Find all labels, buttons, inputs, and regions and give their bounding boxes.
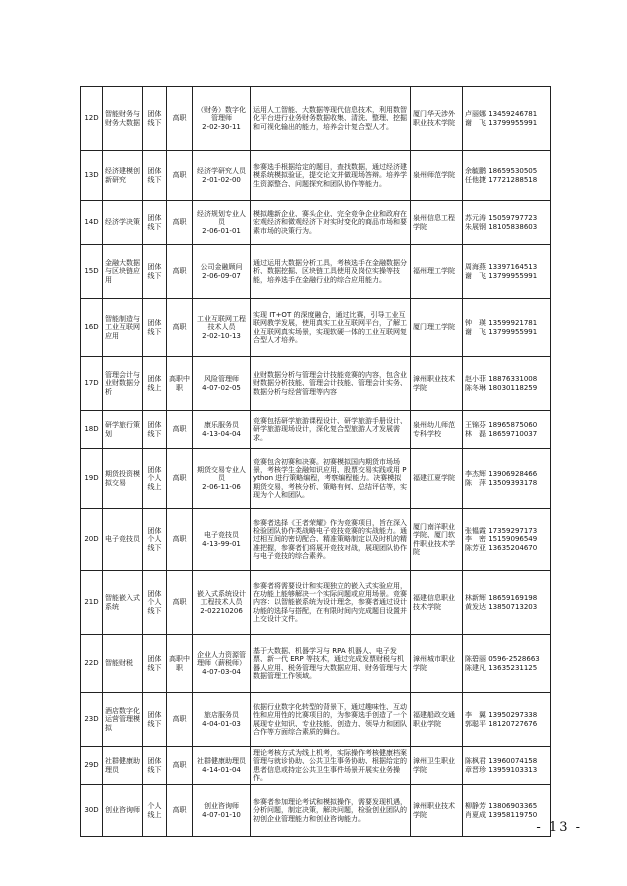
table-row (81, 201, 551, 245)
row-contact: 李杰辉 13906928466 陈 萍 13509393178 (463, 449, 551, 509)
row-job: 期货交易专业人员 2-06-11-06 (193, 449, 251, 509)
row-project-name: 电子竞技员 (103, 509, 143, 571)
row-contact: 赵小菲 18876331008 陈冬琳 18030118259 (463, 357, 551, 411)
row-project-name: 研学旅行策划 (103, 411, 143, 449)
row-organizer: 厦门南洋职业学院、厦门软件职业技术学院 (411, 509, 463, 571)
row-id: 22D (81, 635, 103, 693)
table-row (81, 411, 551, 449)
row-description: 竞赛包括研学旅游课程设计、研学旅游手册设计、研学旅游现场设计，深化复合型旅游人才发展需求。 (251, 411, 411, 449)
table-row (81, 785, 551, 837)
row-level: 高职 (167, 201, 193, 245)
row-description: 理论考核方式为线上机考，实际操作考核健康档案管理与就诊协助、公共卫生事务协助、根据给定的患者信息或持定公共卫生事件场景开展实业务操作。 (251, 747, 411, 785)
row-organizer: 福建信息职业技术学院 (411, 571, 463, 635)
row-id: 17D (81, 357, 103, 411)
row-job: 经济规划专业人员 2-06-01-01 (193, 201, 251, 245)
row-description: 运用人工智能、大数据等现代信息技术，利用数智化平台进行业务财务数据收集、清洗、整理、挖掘和可视化输出的能力，培养会计复合型人才。 (251, 87, 411, 151)
row-id: 13D (81, 151, 103, 201)
table-body (81, 87, 551, 837)
row-id: 19D (81, 449, 103, 509)
row-id: 12D (81, 87, 103, 151)
row-mode: 团体个人线下 (143, 509, 167, 571)
row-id: 18D (81, 411, 103, 449)
row-id: 16D (81, 299, 103, 357)
row-organizer: 福建船政交通职业学院 (411, 693, 463, 747)
row-id: 20D (81, 509, 103, 571)
row-contact: 周海燕 13397164513 谢 飞 13799955991 (463, 245, 551, 299)
table-row (81, 571, 551, 635)
row-job: 风险管理师 4-07-02-05 (193, 357, 251, 411)
row-id: 30D (81, 785, 103, 837)
row-id: 14D (81, 201, 103, 245)
row-organizer: 漳州职业技术学院 (411, 785, 463, 837)
row-job: 创业咨询师 4-07-01-10 (193, 785, 251, 837)
row-level: 高职 (167, 245, 193, 299)
row-level: 高职 (167, 299, 193, 357)
row-job: 企业人力资源管理师（薪税师） 4-07-03-04 (193, 635, 251, 693)
row-mode: 个人线上 (143, 785, 167, 837)
row-mode: 团体线上 (143, 357, 167, 411)
row-level: 高职 (167, 747, 193, 785)
row-organizer: 福州理工学院 (411, 245, 463, 299)
row-level: 高职中职 (167, 357, 193, 411)
table-row (81, 747, 551, 785)
row-level: 高职 (167, 785, 193, 837)
row-project-name: 创业咨询师 (103, 785, 143, 837)
row-mode: 团体线下 (143, 201, 167, 245)
row-project-name: 经济建模创新研究 (103, 151, 143, 201)
row-description: 依据行业数字化转型的背景下，通过趣味性、互动性和应用性的比赛项目的，为参赛选手创造了一个展现专业知识、专业技能、创造力、领导力和团队合作等方面综合素质的舞台。 (251, 693, 411, 747)
row-level: 高职中职 (167, 635, 193, 693)
row-project-name: 智能嵌入式系统 (103, 571, 143, 635)
row-contact: 林新辉 18659169198 黄发达 13850713203 (463, 571, 551, 635)
row-level: 高职 (167, 571, 193, 635)
row-job: 康乐服务员 4-13-04-04 (193, 411, 251, 449)
row-organizer: 漳州卫生职业学院 (411, 747, 463, 785)
row-contact: 张韫霞 17359297173 李 密 15159096549 陈芳亚 13635204670 (463, 509, 551, 571)
row-id: 15D (81, 245, 103, 299)
row-organizer: 漳州城市职业学院 (411, 635, 463, 693)
table-row (81, 245, 551, 299)
row-mode: 团体线下 (143, 693, 167, 747)
row-mode: 团体线下 (143, 299, 167, 357)
row-organizer: 漳州职业技术学院 (411, 357, 463, 411)
row-description: 竞赛包含初赛和决赛。初赛模拟国内期货市场场景，考核学生金融知识应用、股票交易实践或用 Python 进行策略编程，考察编程能力。决赛模拟期货交易，考核分析、策略有何、总结评估等，实现为个人和团队。 (251, 449, 411, 509)
row-description: 参赛选手根据给定的题目，查找数据，通过经济建模系统模拟验证，提交论文并做现场答辩。培养学生资源整合、问题探究和团队协作等能力。 (251, 151, 411, 201)
table-row (81, 449, 551, 509)
row-contact: 王锦芬 18965875060 林 磊 18659710037 (463, 411, 551, 449)
row-job: 社群健康助理员 4-14-01-04 (193, 747, 251, 785)
row-job: 电子竞技员 4-13-99-01 (193, 509, 251, 571)
row-contact: 钟 瑛 13599921781 谢 飞 13799955991 (463, 299, 551, 357)
row-level: 高职 (167, 411, 193, 449)
row-contact: 陈枫君 13960074158 章晋珍 13959103313 (463, 747, 551, 785)
row-description: 基于大数据、机器学习与 RPA 机器人、电子发票、新一代 ERP 等技术，通过完成发票财税与机器人应用、税务管理与大数据应用、财务管理与大数据管理工作领域。 (251, 635, 411, 693)
row-project-name: 智能财税 (103, 635, 143, 693)
table-row (81, 693, 551, 747)
row-organizer: 泉州信息工程学院 (411, 201, 463, 245)
page-number: - 13 - (536, 820, 582, 835)
row-description: 通过运用大数据分析工具，考核选手在金融数据分析、数据挖掘、区块链工具使用及岗位实操等技能，培养选手在金融行业的综合应用能力。 (251, 245, 411, 299)
row-level: 高职 (167, 449, 193, 509)
row-description: 模拟趣新企业、赛头企业、完全竞争企业和政府在宏观经济和微观经济下对实时变化的商品市场和要素市场的决策行为。 (251, 201, 411, 245)
row-mode: 团体线下 (143, 635, 167, 693)
row-organizer: 厦门华天涉外职业技术学院 (411, 87, 463, 151)
row-id: 21D (81, 571, 103, 635)
row-job: 公司金融顾问 2-06-09-07 (193, 245, 251, 299)
row-contact: 余毓鹏 18659530505 任他捷 17721288518 (463, 151, 551, 201)
row-project-name: 智能制造与工业互联网应用 (103, 299, 143, 357)
row-description: 实现 IT+OT 的深度融合，通过比赛，引导工业互联网教学发展，使用真实工业互联网平台，了解工业互联网真实场景，实现软硬一体的工业互联网复合型人才培养。 (251, 299, 411, 357)
row-contact: 陈碧丽 0596-2528663 陈建凡 13635231125 (463, 635, 551, 693)
row-id: 29D (81, 747, 103, 785)
row-level: 高职 (167, 87, 193, 151)
row-job: 经济学研究人员 2-01-02-00 (193, 151, 251, 201)
row-contact: 李 翼 13950297338 郭聪平 18120727676 (463, 693, 551, 747)
row-mode: 团体个人线下 (143, 571, 167, 635)
row-level: 高职 (167, 151, 193, 201)
row-job: 嵌入式系统设计工程技术人员 2-02210206 (193, 571, 251, 635)
competition-table (80, 86, 551, 837)
row-contact: 卢丽娜 13459246781 谢 飞 13799955991 (463, 87, 551, 151)
row-project-name: 金融大数据与区块链应用 (103, 245, 143, 299)
table-row (81, 357, 551, 411)
row-organizer: 泉州师范学院 (411, 151, 463, 201)
row-mode: 团体线下 (143, 411, 167, 449)
row-mode: 团体线下 (143, 747, 167, 785)
table-row (81, 151, 551, 201)
table-row (81, 635, 551, 693)
row-id: 23D (81, 693, 103, 747)
row-mode: 团体线下 (143, 245, 167, 299)
table-row (81, 509, 551, 571)
row-project-name: 智能财务与财务大数据 (103, 87, 143, 151)
row-project-name: 经济学决策 (103, 201, 143, 245)
row-description: 业财数据分析与管理会计技能竞赛的内容，包含业财数据分析技能、管理会计技能、管理会计实务、数据分析与经营管理等内容 (251, 357, 411, 411)
row-level: 高职 (167, 509, 193, 571)
row-project-name: 期货投资模拟交易 (103, 449, 143, 509)
row-job: 工业互联网工程技术人员 2-02-10-13 (193, 299, 251, 357)
row-job: （财务）数字化管理师 2-02-30-11 (193, 87, 251, 151)
row-contact: 苏元涛 15059797723 朱展钢 18105838603 (463, 201, 551, 245)
row-description: 参赛者选择《王者荣耀》作为竞赛项目，旨在深入检验团队协作类战略电子竞技竞赛的实战能力。通过相互间的密切配合、精准策略制定以及时机的精准把握，参赛者们将展开竞技对战，展现团队协作与电子竞技的综合素养。 (251, 509, 411, 571)
row-description: 参赛者参加理论考试和模拟操作，需要发现机遇，分析问题，制定决策，解决问题，检验创业团队的初创企业管理能力和创业咨询能力。 (251, 785, 411, 837)
table-row (81, 87, 551, 151)
row-description: 参赛者将需要设计和实现独立的嵌入式实验应用，在功能上能够解决一个实际问题或应用场景。竞赛内容：以智能嵌系统为设计理念，参赛者通过设计功能的选择与搭配，在有限时间内完成题目设置并上交设计文件。 (251, 571, 411, 635)
row-contact: 柳静芳 13806903365 肖夏成 13958119750 (463, 785, 551, 837)
row-project-name: 酒店数字化运营管理模拟 (103, 693, 143, 747)
row-level: 高职 (167, 693, 193, 747)
row-mode: 团体线下 (143, 87, 167, 151)
row-organizer: 福建江夏学院 (411, 449, 463, 509)
row-organizer: 泉州幼儿师范专科学校 (411, 411, 463, 449)
row-project-name: 管理会计与业财数据分析 (103, 357, 143, 411)
row-project-name: 社群健康助理员 (103, 747, 143, 785)
row-mode: 团体线下 (143, 151, 167, 201)
row-organizer: 厦门理工学院 (411, 299, 463, 357)
row-mode: 团体个人线上 (143, 449, 167, 509)
table-row (81, 299, 551, 357)
row-job: 旅店服务员 4-04-01-03 (193, 693, 251, 747)
